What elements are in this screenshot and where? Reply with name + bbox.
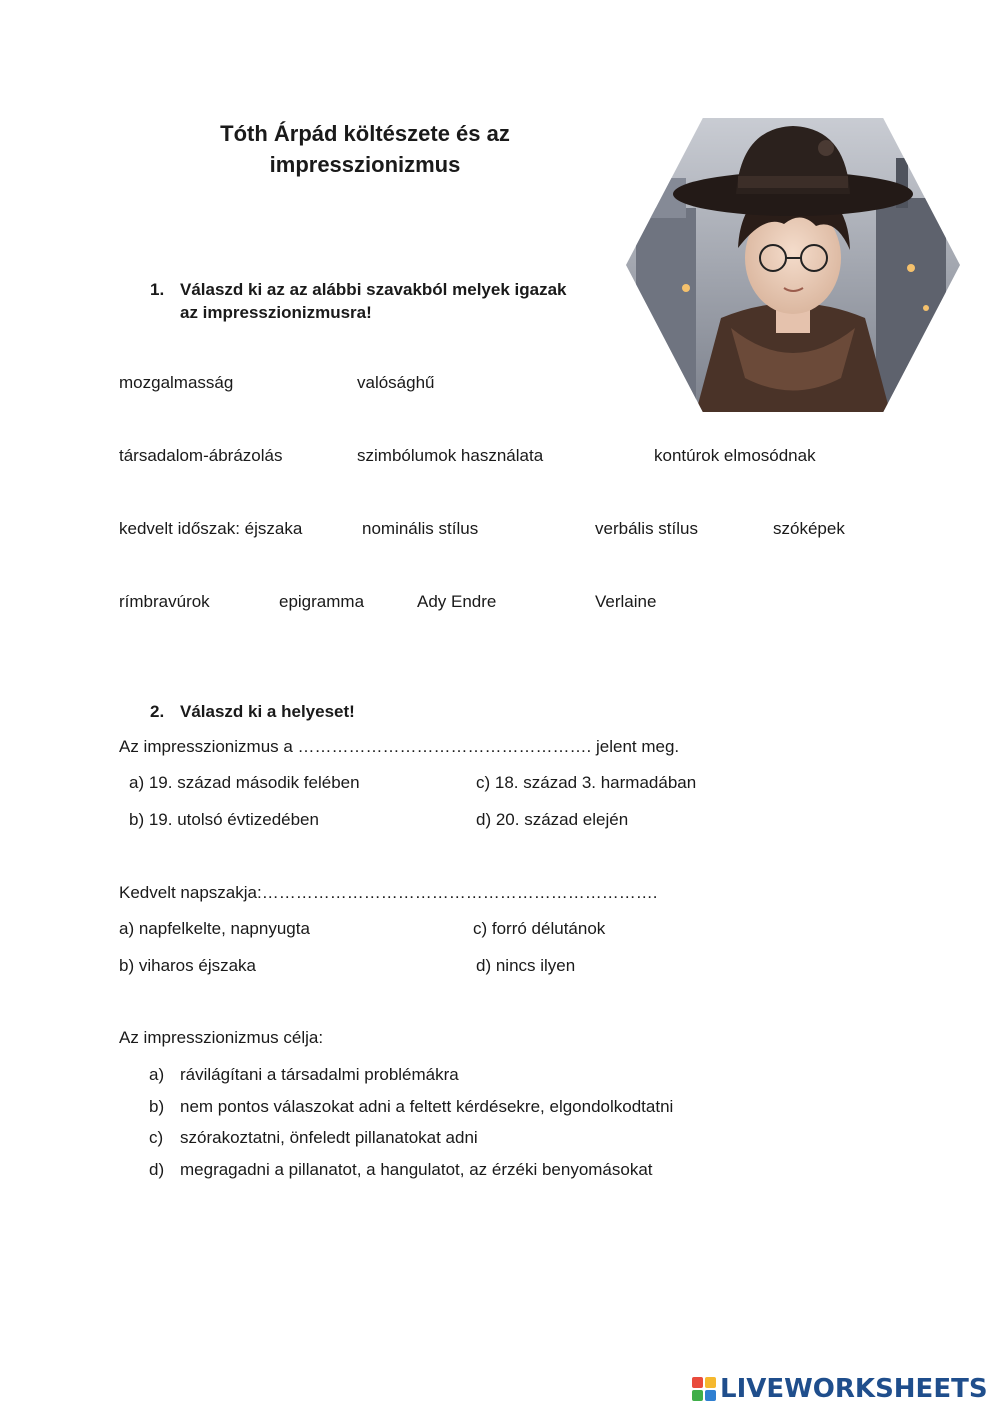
- option-letter: b): [149, 1097, 165, 1116]
- question-2-2-prompt: Kedvelt napszakja:…………………………………………………………….: [119, 883, 658, 902]
- liveworksheets-logo: [692, 1374, 988, 1404]
- word-option[interactable]: rímbravúrok: [119, 592, 210, 611]
- answer-option[interactable]: d) nincs ilyen: [476, 956, 576, 975]
- question-1-text-line-2: az impresszionizmusra!: [180, 303, 372, 322]
- word-option[interactable]: mozgalmasság: [119, 373, 234, 392]
- answer-option[interactable]: a) 19. század második felében: [129, 773, 360, 792]
- word-option[interactable]: valósághű: [357, 373, 435, 392]
- answer-option[interactable]: b) viharos éjszaka: [119, 956, 257, 975]
- answer-option[interactable]: d) 20. század elején: [476, 810, 629, 829]
- word-option[interactable]: nominális stílus: [362, 519, 479, 538]
- option-letter: a): [149, 1065, 165, 1084]
- question-2-heading: Válaszd ki a helyeset!: [180, 702, 355, 721]
- option-letter: d): [149, 1160, 165, 1179]
- question-1-text-line-1: Válaszd ki az az alábbi szavakból melyek igazak: [180, 280, 567, 299]
- word-option[interactable]: Verlaine: [595, 592, 657, 611]
- answer-option[interactable]: nem pontos válaszokat adni a feltett kérdésekre, elgondolkodtatni: [180, 1097, 674, 1116]
- word-option[interactable]: szóképek: [773, 519, 845, 538]
- answer-option[interactable]: c) 18. század 3. harmadában: [476, 773, 697, 792]
- brand-name: LIVEWORKSHEETS: [720, 1374, 988, 1404]
- question-2-number: 2.: [150, 702, 165, 721]
- answer-option[interactable]: rávilágítani a társadalmi problémákra: [180, 1065, 459, 1084]
- answer-option[interactable]: b) 19. utolsó évtizedében: [129, 810, 319, 829]
- question-1-text: [180, 278, 566, 324]
- word-option[interactable]: verbális stílus: [595, 519, 698, 538]
- question-2-3-prompt: Az impresszionizmus célja:: [119, 1028, 324, 1047]
- word-option[interactable]: Ady Endre: [417, 592, 497, 611]
- answer-option[interactable]: szórakoztatni, önfeledt pillanatokat adni: [180, 1128, 478, 1147]
- answer-option[interactable]: a) napfelkelte, napnyugta: [119, 919, 310, 938]
- portrait-illustration-icon: [626, 118, 960, 412]
- logo-blocks-icon: [692, 1377, 716, 1401]
- title-line-2: impresszionizmus: [269, 152, 461, 177]
- word-option[interactable]: szimbólumok használata: [357, 446, 544, 465]
- word-option[interactable]: kontúrok elmosódnak: [654, 446, 816, 465]
- page-title: [160, 118, 570, 180]
- answer-option[interactable]: megragadni a pillanatot, a hangulatot, az érzéki benyomásokat: [180, 1160, 653, 1179]
- question-1-number: 1.: [150, 280, 165, 299]
- word-option[interactable]: kedvelt időszak: éjszaka: [119, 519, 303, 538]
- word-option[interactable]: társadalom-ábrázolás: [119, 446, 283, 465]
- option-letter: c): [149, 1128, 164, 1147]
- title-line-1: Tóth Árpád költészete és az: [220, 121, 510, 146]
- question-2-1-prompt: Az impresszionizmus a ……………………………………………. jelent meg.: [119, 737, 680, 756]
- word-option[interactable]: epigramma: [279, 592, 365, 611]
- answer-option[interactable]: c) forró délutánok: [473, 919, 606, 938]
